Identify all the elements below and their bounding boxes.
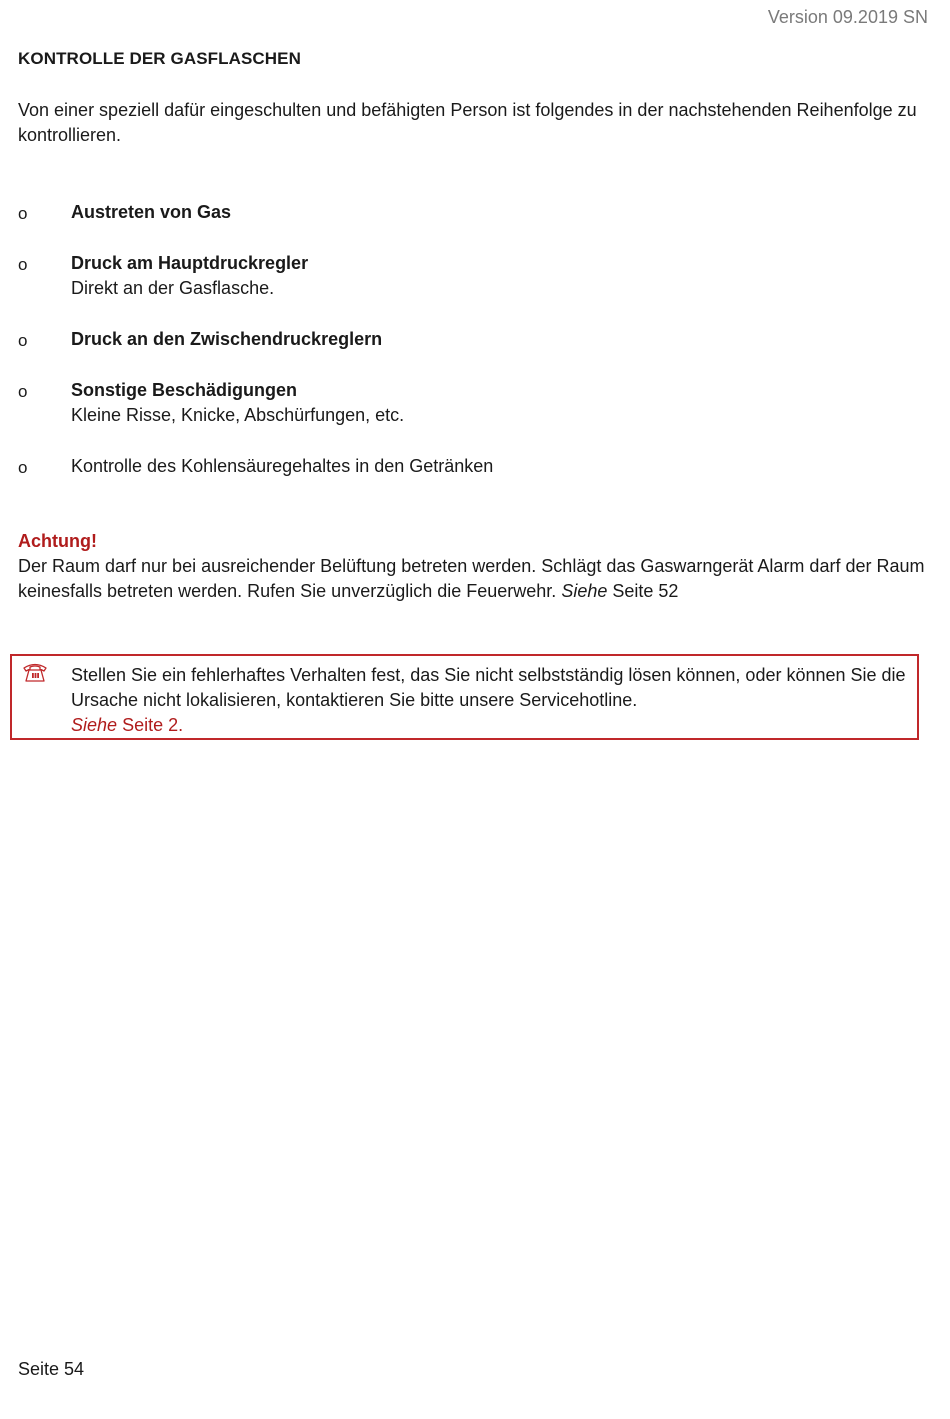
- service-hotline-box: [10, 654, 919, 740]
- bullet-circle-icon: o: [18, 331, 28, 350]
- checklist-item: [18, 454, 933, 479]
- section-title: KONTROLLE DER GASFLASCHEN: [18, 49, 301, 68]
- version-label: Version 09.2019 SN: [767, 7, 928, 27]
- checklist-item-description: Kleine Risse, Knicke, Abschürfungen, etc.: [71, 405, 405, 425]
- checklist: [18, 200, 933, 505]
- checklist-item: [18, 251, 933, 301]
- warning-text: Der Raum darf nur bei ausreichender Belüftung betreten werden. Schlägt das Gaswarngerät Alarm darf der Raum keinesfalls betreten werden. Rufen Sie unverzüglich die Feuerwehr.: [18, 556, 925, 601]
- checklist-item-description: Direkt an der Gasflasche.: [71, 278, 275, 298]
- warning-title: Achtung!: [18, 531, 97, 551]
- checklist-item-label: Austreten von Gas: [71, 202, 232, 222]
- bullet-circle-icon: o: [18, 204, 28, 223]
- bullet-circle-icon: o: [18, 458, 28, 477]
- hotline-reference: [71, 713, 921, 738]
- warning-block: [18, 529, 933, 604]
- hotline-reference-italic: Siehe: [71, 715, 118, 735]
- hotline-reference-page: Seite 2.: [122, 715, 184, 735]
- telephone-icon: [22, 660, 48, 684]
- bullet-circle-icon: o: [18, 255, 28, 274]
- checklist-item: [18, 327, 933, 352]
- checklist-item-label: Druck am Hauptdruckregler: [71, 253, 309, 273]
- page-number: Seite 54: [18, 1359, 85, 1379]
- checklist-item: [18, 200, 933, 225]
- checklist-item: [18, 378, 933, 428]
- checklist-item-label: Sonstige Beschädigungen: [71, 380, 298, 400]
- hotline-text-block: [71, 663, 921, 738]
- hotline-message: Stellen Sie ein fehlerhaftes Verhalten fest, das Sie nicht selbstständig lösen können, oder können Sie die Ursache nicht lokalisieren, kontaktieren Sie bitte unsere Servicehotline.: [71, 665, 906, 710]
- warning-reference-page: Seite 52: [612, 581, 679, 601]
- bullet-circle-icon: o: [18, 382, 28, 401]
- warning-reference-italic: Siehe: [561, 581, 608, 601]
- intro-paragraph: Von einer speziell dafür eingeschulten und befähigten Person ist folgendes in der nachstehenden Reihenfolge zu kontrollieren.: [18, 100, 917, 145]
- checklist-item-label: Kontrolle des Kohlensäuregehaltes in den Getränken: [71, 456, 494, 476]
- checklist-item-label: Druck an den Zwischendruckreglern: [71, 329, 383, 349]
